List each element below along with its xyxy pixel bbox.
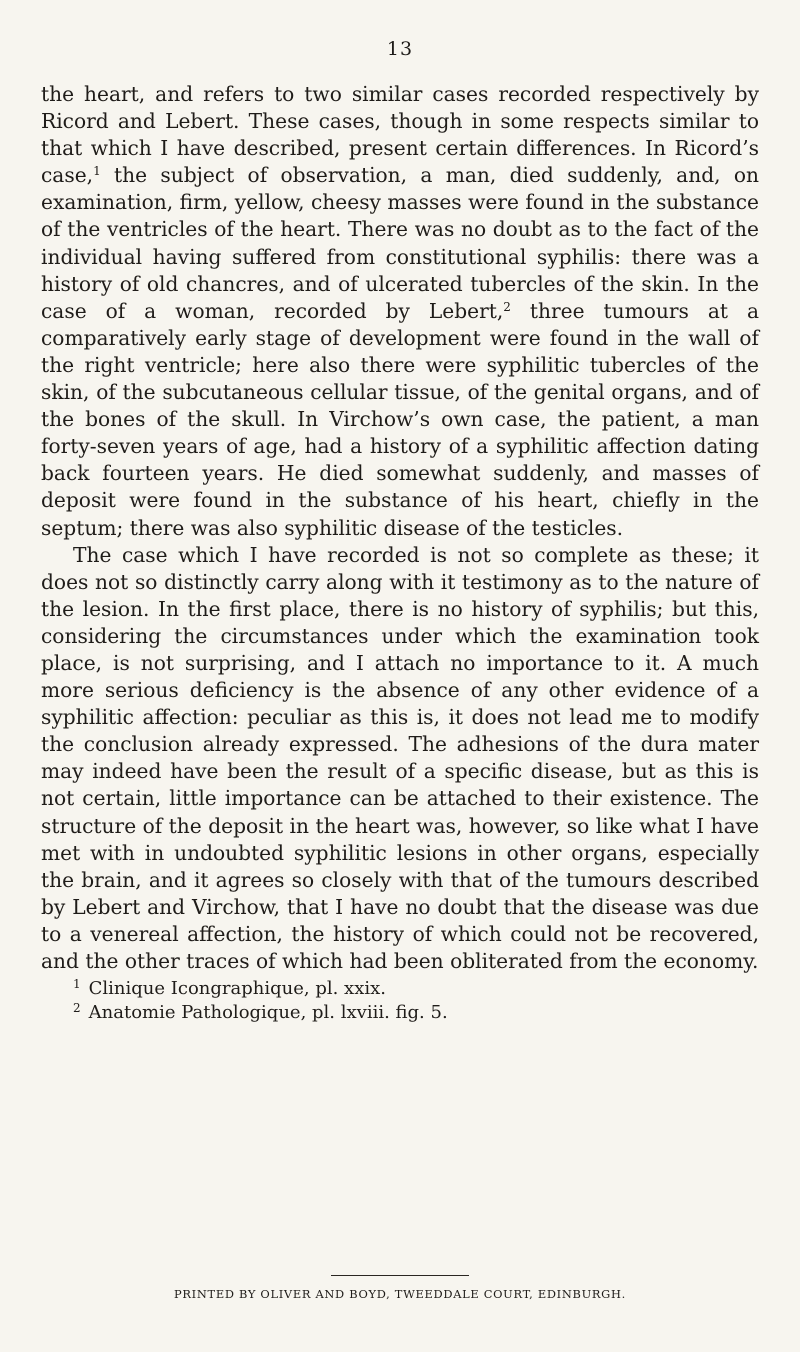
footnote-ref-2: 2 [503, 299, 511, 314]
footnote-2-marker: 2 [73, 1001, 81, 1015]
footnote-1-text: Clinique Icongraphique, pl. xxix. [88, 978, 386, 999]
paragraph-1-part-a: the heart, and refers to two similar cases recorded respectively by Ricord and Lebert. These cases, though in some respects similar to that which I have described, present certain differences. In Ricord’s case, [41, 82, 759, 188]
imprint-divider [331, 1275, 469, 1276]
printer-imprint: PRINTED BY OLIVER AND BOYD, TWEEDDALE COURT, EDINBURGH. [174, 1287, 626, 1301]
paragraph-1-part-c: three tumours at a comparatively early stage of development were found in the wall of the right ventricle; here also there were syphilitic tubercles of the skin, of the subcutaneous cellular tissue, of the genital organs, and of the bones of the skull. In Virchow’s own case, the patient, a man forty-seven years of age, had a history of a syphilitic affection dating back fourteen years. He died somewhat suddenly, and masses of deposit were found in the substance of his heart, chiefly in the septum; there was also syphilitic disease of the testicles. [41, 298, 759, 540]
paragraph-2: The case which I have recorded is not so complete as these; it does not so distinctly carry along with it testimony as to the nature of the lesion. In the first place, there is no history of syphilis; but this, considering the circumstances under which the examination took place, is not surprising, and I attach no importance to it. A much more serious deficiency is the absence of any other evidence of a syphilitic affection: peculiar as this is, it does not lead me to modify the conclusion already expressed. The adhesions of the dura mater may indeed have been the result of a specific disease, but as this is not certain, little importance can be attached to their existence. The structure of the deposit in the heart was, however, so like what I have met with in undoubted syphilitic lesions in other organs, especially the brain, and it agrees so closely with that of the tumours described by Lebert and Virchow, that I have no doubt that the disease was due to a venereal affection, the history of which could not be recovered, and the other traces of which had been obliterated from the economy. [41, 542, 759, 973]
body-text [41, 81, 759, 975]
page-number: 13 [386, 38, 414, 60]
footnote-2 [73, 1001, 763, 1025]
footnote-1-marker: 1 [73, 977, 81, 991]
footnote-1 [73, 977, 763, 1001]
footnote-2-text: Anatomie Pathologique, pl. lxviii. fig. 5. [88, 1002, 448, 1023]
paragraph-1-part-b: the subject of observation, a man, died suddenly, and, on examination, firm, yellow, cheesy masses were found in the substance of the ventricles of the heart. There was no doubt as to the fact of the individual having suffered from constitutional syphilis: there was a history of old chancres, and of ulcerated tubercles of the skin. In the case of a woman, recorded by Lebert, [41, 163, 759, 323]
footnotes [73, 977, 763, 1025]
paragraph-1 [41, 81, 759, 542]
footnote-ref-1: 1 [93, 164, 101, 179]
